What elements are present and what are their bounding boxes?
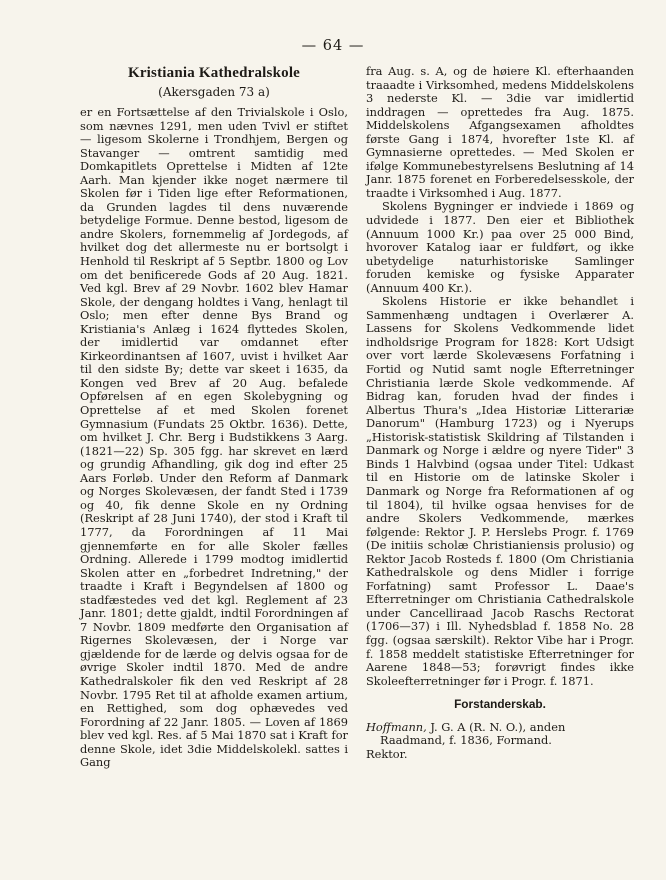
staff-name: Hoffmann, — [366, 719, 427, 734]
history-paragraph-continued: fra Aug. s. A, og de høiere Kl. efterhaanden traaadte i Virksomhed, medens Middelskolens 3 nederste Kl. — 3die var imidlertid inddragen — oprettedes fra Aug. 1875. Middelskolens Afgangsexamen afholdtes første Gang i 1874, hvorefter 1ste Kl. af Gymnasierne oprettedes. — Med Skolen er ifølge Kommunebestyrelsens Beslutning af 14 Janr. 1875 forenet en Forberedelsesskole, der traadte i Virksomhed i Aug. 1877. — [366, 64, 634, 200]
school-title: Kristiania Kathedralskole — [127, 65, 301, 81]
sources-paragraph: Skolens Historie er ikke behandlet i Sammenhæng undtagen i Overlærer A. Lassens for Skolens Vedkommende lidet indholdsrige Program for 1828: Kort Udsigt over vort lærde Skolevæsens Forfatning i Fortid og Nutid samt nogle Efterretninger Christiania lærde Skole vedkommende. Af Bidrag kan, foruden hvad der findes i Albertus Thura's „Idea Historiæ Litterariæ Danorum" (Hamburg 1723) og i Nyerups „Historisk-statistisk Skildring af Tilstanden i Danmark og Norge i ældre og nyere Tider" 3 Binds 1 Halvbind (ogsaa under Titel: Udkast til en Historie om de latinske Skoler i Danmark og Norge fra Reformationen af og til 1804), til hvilke ogsaa henvises for de andre Skolers Vedkommende, mærkes følgende: Rektor J. P. Herslebs Progr. f. 1769 (De initiis scholæ Christianiensis prolusio) og Rektor Jacob Rosteds f. 1800 (Om Christiania Kathedralskole og dens Midler i forrige Forfatning) samt Professor L. Daae's Efterretninger om Christiania Cathedralskole under Cancelliraad Jacob Raschs Rectorat (1706—37) i Ill. Nyhedsblad f. 1858 No. 28 fgg. (ogsaa særskilt). Rektor Vibe har i Progr. f. 1858 meddelt statistiske Efterretninger for Aarene 1848—53; forøvrigt findes ikke Skoleefterretninger før i Progr. f. 1871. — [366, 294, 634, 688]
page-number: — 64 — — [301, 38, 365, 54]
staff-details: Rektor. — [366, 746, 408, 761]
staff-entry — [366, 721, 634, 748]
staff-entry — [366, 748, 634, 762]
left-column — [80, 65, 348, 770]
buildings-paragraph: Skolens Bygninger er indviede i 1869 og udvidede i 1877. Den eier et Bibliothek (Annuum 1000 Kr.) paa over 25 000 Bind, hvorover Katalog iaar er fuldført, og ikke ubetydelige naturhistoriske Samlinger foruden kemiske og fysiske Apparater (Annuum 400 Kr.). — [366, 199, 634, 295]
staff-details: J. G. A (R. N. O.), anden Raadmand, f. 1836, Formand. — [380, 719, 566, 748]
school-address: (Akersgaden 73 a) — [158, 85, 270, 99]
staff-list — [366, 721, 634, 762]
staff-heading: Forstanderskab. — [454, 697, 546, 712]
history-paragraph: er en Fortsættelse af den Trivialskole i Oslo, som nævnes 1291, men uden Tvivl er stiftet — ligesom Skolerne i Trondhjem, Bergen og Stavanger — omtrent samtidig med Domkapitlets Oprettelse i Midten af 12te Aarh. Man kjender ikke noget nærmere til Skolen før i Tiden lige efter Reformationen, da Grunden lagdes til dens nuværende betydelige Formue. Denne bestod, ligesom de andre Skolers, fornemmelig af Jordegods, af hvilket dog det allermeste nu er bortsolgt i Henhold til Reskript af 5 Septbr. 1800 og Lov om det benificerede Gods af 20 Aug. 1821. Ved kgl. Brev af 29 Novbr. 1602 blev Hamar Skole, der dengang holdtes i Vang, henlagt til Oslo; men efter denne Bys Brand og Kristiania's Anlæg i 1624 flyttedes Skolen, der imidlertid var omdannet efter Kirkeordinantsen af 1607, uvist i hvilket Aar til den sidste By; dette var skeet i 1635, da Kongen ved Brev af 20 Aug. befalede Opførelsen af en egen Skolebygning og Oprettelse af et med Skolen forenet Gymnasium (Fundats 25 Oktbr. 1636). Dette, om hvilket J. Chr. Berg i Budstikkens 3 Aarg. (1821—22) Sp. 305 fgg. har skrevet en lærd og grundig Afhandling, gik dog ind efter 25 Aars Forløb. Under den Reform af Danmark og Norges Skolevæsen, der fandt Sted i 1739 og 40, fik denne Skole en ny Ordning (Reskript af 28 Juni 1740), der stod i Kraft til 1777, da Forordningen af 11 Mai gjennemførte en for alle Skoler fælles Ordning. Allerede i 1799 modtog imidlertid Skolen atter en „forbedret Indretning," der traadte i Kraft i Begyndelsen af 1800 og stadfæstedes ved det kgl. Reglement af 23 Janr. 1801; dette gjaldt, indtil Forordningen af 7 Novbr. 1809 medførte den Organisation af Rigernes Skolevæsen, der i Norge var gjældende for de lærde og delvis ogsaa for de øvrige Skoler indtil 1870. Med de andre Kathedralskoler fik den ved Reskript af 28 Novbr. 1795 Ret til at afholde examen artium, en Rettighed, som dog ophævedes ved Forordning af 22 Janr. 1805. — Loven af 1869 blev ved kgl. Res. af 5 Mai 1870 sat i Kraft for denne Skole, idet 3die Middelskolekl. sattes i Gang — [80, 105, 348, 770]
right-column — [366, 65, 634, 761]
